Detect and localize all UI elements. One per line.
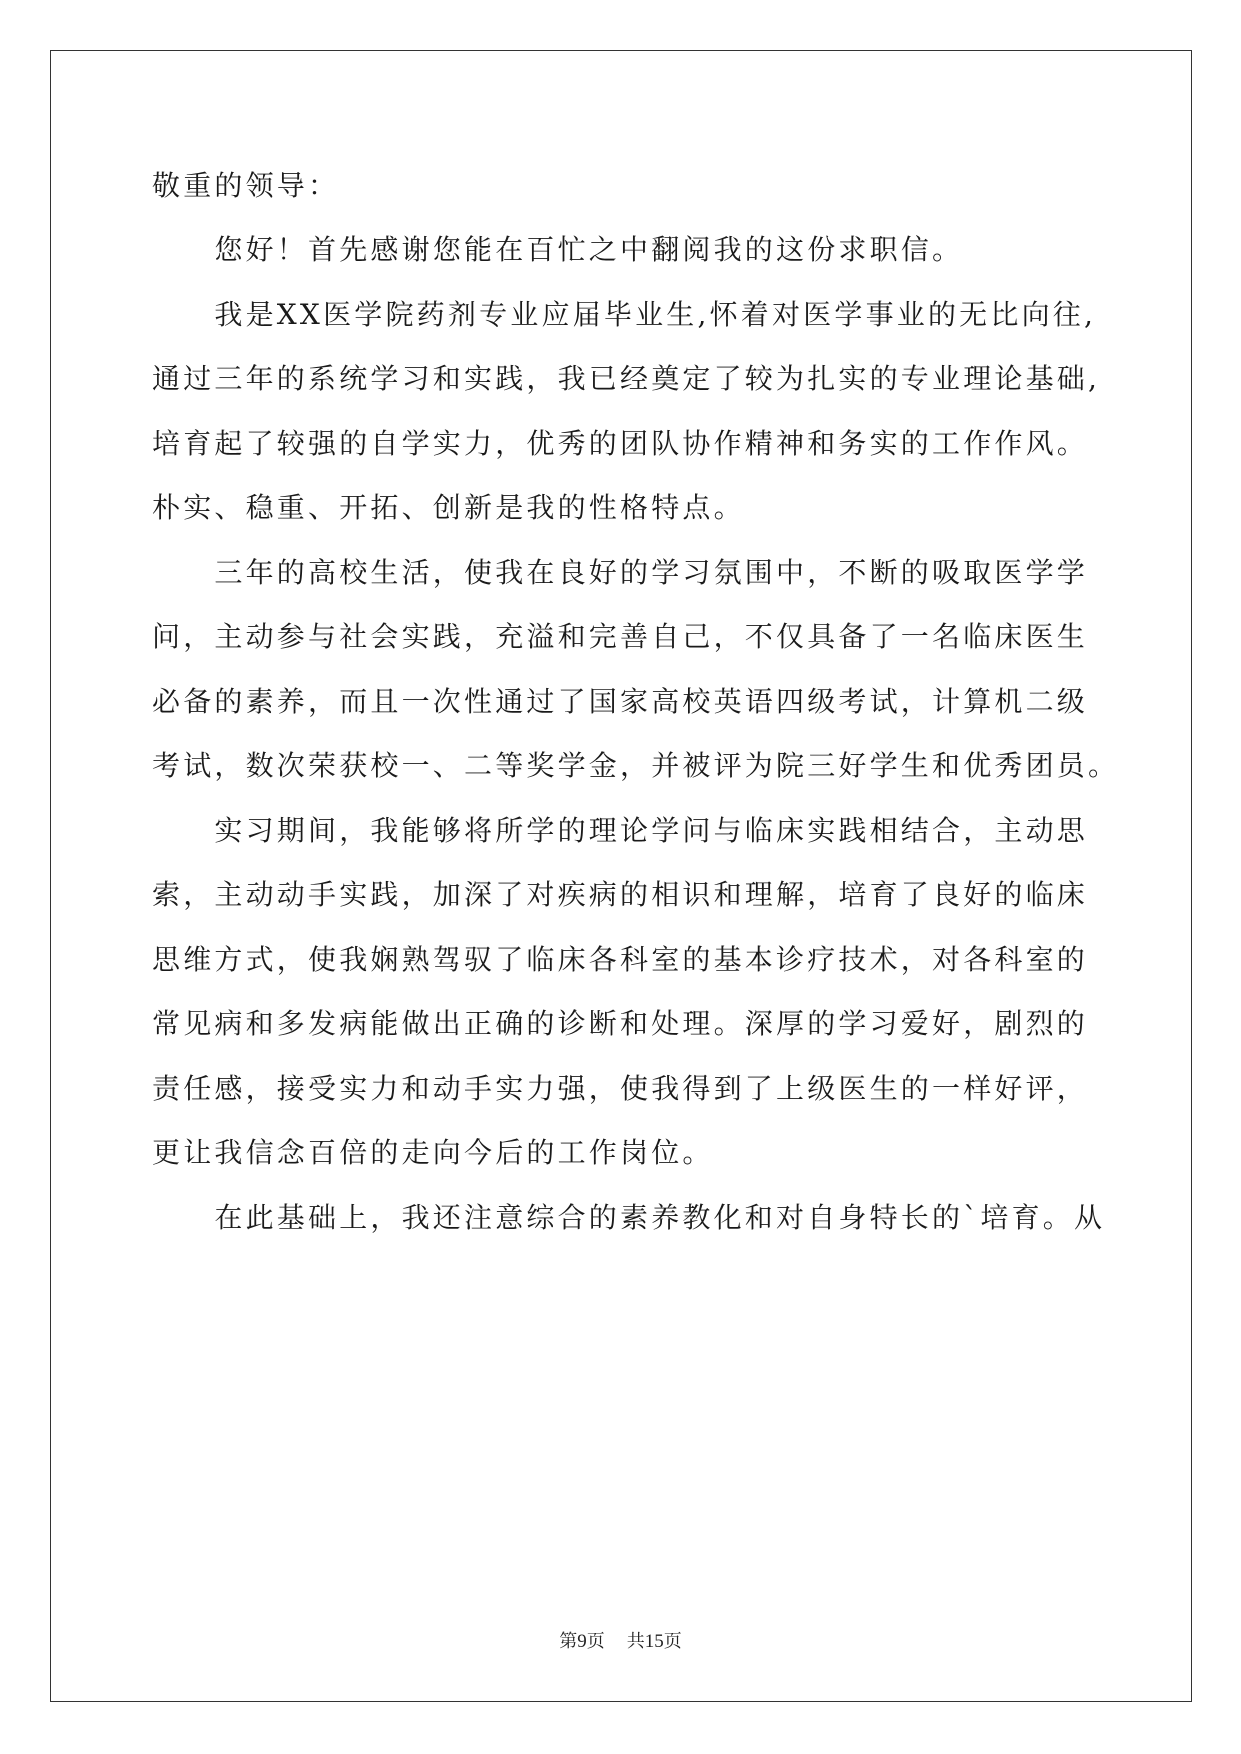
letter-line: 敬重的领导： — [152, 169, 340, 202]
total-page-count: 15 — [644, 1631, 664, 1652]
letter-line: 常见病和多发病能做出正确的诊断和处理。深厚的学习爱好，剧烈的 — [152, 1007, 1089, 1040]
letter-line: 通过三年的系统学习和实践，我已经奠定了较为扎实的专业理论基础, — [152, 362, 1101, 395]
letter-line: 我是XX医学院药剂专业应届毕业生,怀着对医学事业的无比向往, — [152, 298, 1097, 331]
letter-line: 责任感，接受实力和动手实力强，使我得到了上级医生的一样好评， — [152, 1072, 1089, 1105]
letter-line: 朴实、稳重、开拓、创新是我的性格特点。 — [152, 491, 745, 524]
letter-line: 索，主动动手实践，加深了对疾病的相识和理解，培育了良好的临床 — [152, 878, 1089, 911]
current-page-number: 9 — [577, 1631, 587, 1652]
footer-page-suffix: 页 — [586, 1631, 605, 1652]
letter-line: 三年的高校生活，使我在良好的学习氛围中，不断的吸取医学学 — [152, 556, 1089, 589]
letter-line: 必备的素养，而且一次性通过了国家高校英语四级考试，计算机二级 — [152, 685, 1089, 718]
letter-line: 在此基础上，我还注意综合的素养教化和对自身特长的`培育。从 — [152, 1201, 1106, 1234]
page-number-footer — [0, 1630, 1241, 1654]
letter-line: 您好！首先感谢您能在百忙之中翻阅我的这份求职信。 — [152, 233, 964, 266]
letter-line: 问，主动参与社会实践，充溢和完善自己，不仅具备了一名临床医生 — [152, 620, 1089, 653]
letter-line: 培育起了较强的自学实力，优秀的团队协作精神和务实的工作作风。 — [152, 427, 1089, 460]
letter-line: 考试，数次荣获校一、二等奖学金，并被评为院三好学生和优秀团员。 — [152, 749, 1120, 782]
footer-total-prefix: 共 — [626, 1631, 645, 1652]
footer-total-suffix: 页 — [663, 1631, 682, 1652]
letter-line: 思维方式，使我娴熟驾驭了临床各科室的基本诊疗技术，对各科室的 — [152, 943, 1089, 976]
footer-prefix: 第 — [559, 1631, 578, 1652]
letter-line: 更让我信念百倍的走向今后的工作岗位。 — [152, 1136, 714, 1169]
letter-line: 实习期间，我能够将所学的理论学问与临床实践相结合，主动思 — [152, 814, 1089, 847]
